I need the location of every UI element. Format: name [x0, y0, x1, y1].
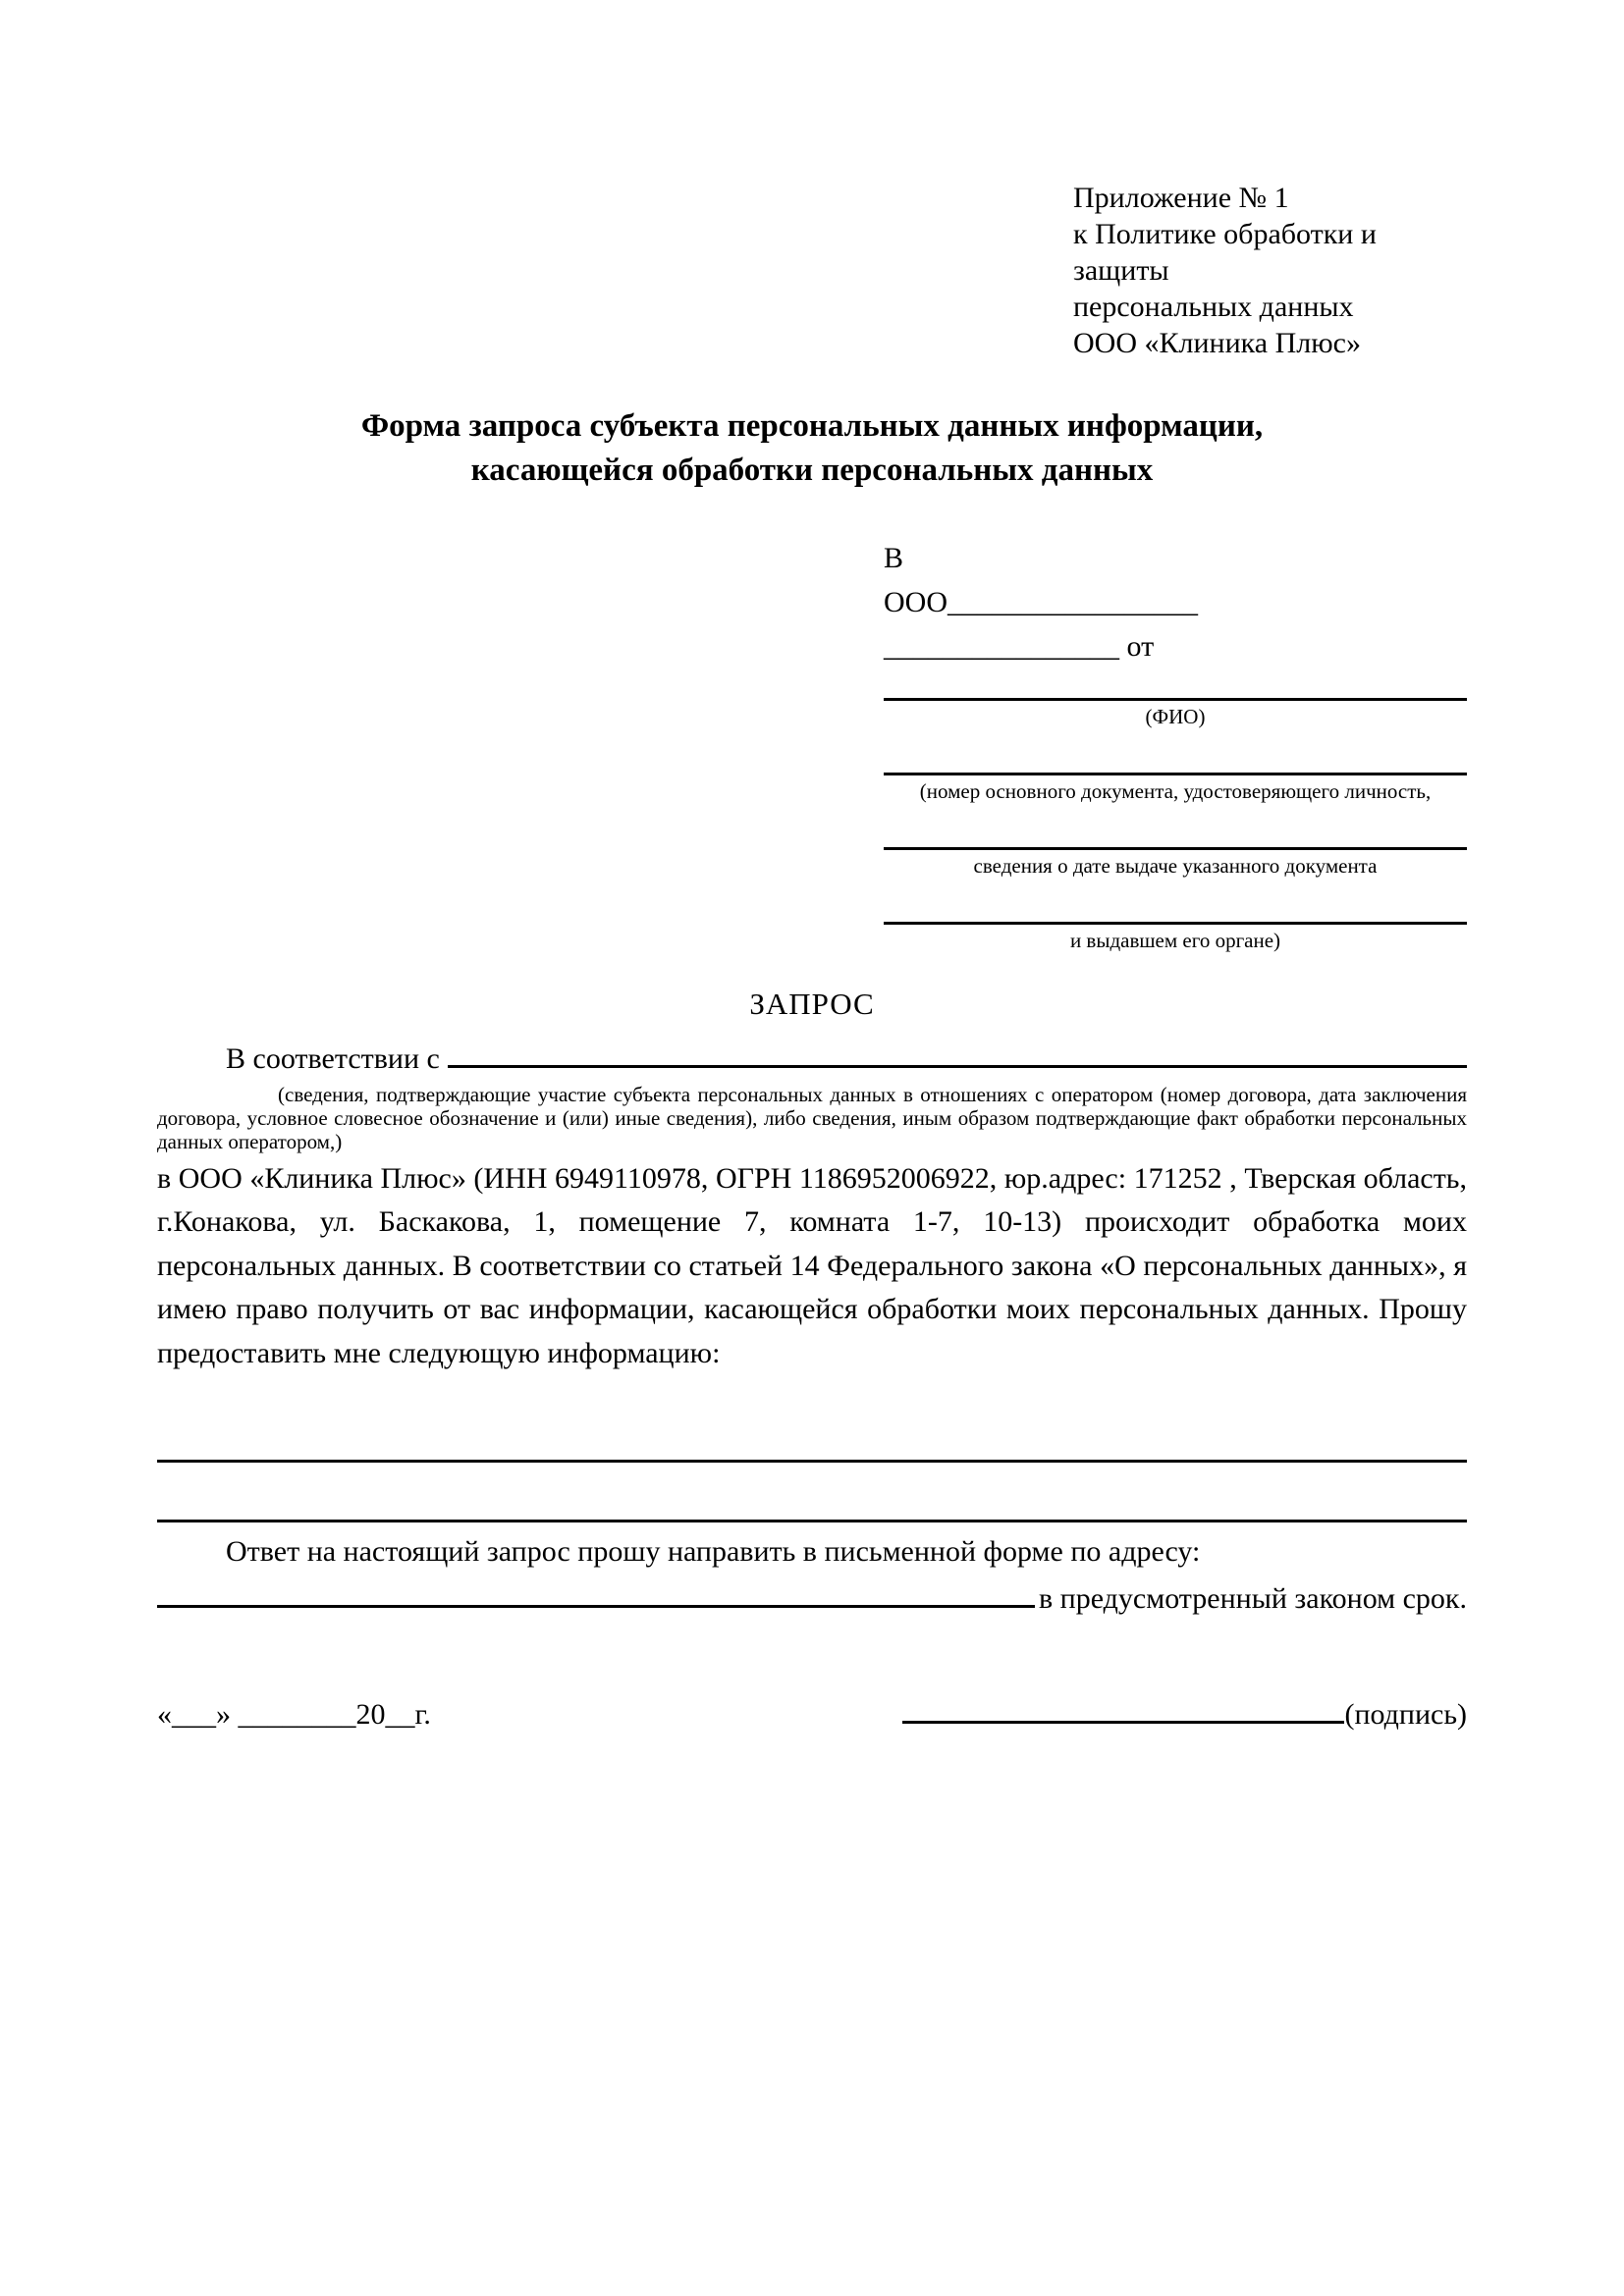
- document-number-caption: (номер основного документа, удостоверяющего личность,: [919, 779, 1432, 803]
- addressee-block: [884, 536, 1467, 953]
- addressee-from-field: ________________ от: [884, 630, 1155, 663]
- answer-suffix-text: в предусмотренный законом срок.: [1039, 1581, 1467, 1615]
- appendix-number: Приложение № 1: [1073, 182, 1289, 214]
- document-title-line1: Форма запроса субъекта персональных данных информации,: [360, 408, 1264, 444]
- document-number-fill-line: [884, 729, 1467, 775]
- accordance-label: В соответствии с: [226, 1041, 440, 1075]
- issue-date-fill-line: [884, 804, 1467, 850]
- date-signature-row: [157, 1691, 1467, 1732]
- fio-fill-line: [884, 668, 1467, 701]
- fio-caption: (ФИО): [1145, 705, 1206, 728]
- signature-caption: (подпись): [1344, 1697, 1467, 1731]
- appendix-header: [1073, 180, 1467, 361]
- appendix-policy-line2: персональных данных: [1073, 291, 1354, 323]
- answer-address-paragraph: Ответ на настоящий запрос прошу направить в письменной форме по адресу:: [226, 1535, 1201, 1568]
- issuing-authority-caption: и выдавшем его органе): [1069, 929, 1281, 952]
- addressee-to-label: В: [884, 542, 904, 574]
- document-title: [157, 404, 1467, 493]
- addressee-company-field: ООО_________________: [884, 586, 1198, 618]
- issuing-authority-fill-line: [884, 879, 1467, 925]
- information-fill-line-2: [157, 1490, 1467, 1522]
- signature-fill-line: [902, 1691, 1344, 1724]
- document-title-line2: касающейся обработки персональных данных: [470, 453, 1154, 488]
- accordance-row: [157, 1034, 1467, 1081]
- date-field: «___» ________20__г.: [157, 1697, 431, 1731]
- address-fill-line: [157, 1574, 1035, 1608]
- company-name: ООО «Клиника Плюс»: [1073, 327, 1361, 359]
- fine-print-note: (сведения, подтверждающие участие субъекта персональных данных в отношениях с оператором (номер договора, дата заключения договора, условное словесное обозначение и (или) иные сведения), либо сведения, иным образом подтверждающие факт обработки персональных данных оператором,): [157, 1082, 1467, 1153]
- appendix-policy-line: к Политике обработки и защиты: [1073, 218, 1377, 287]
- request-body-paragraph: в ООО «Клиника Плюс» (ИНН 6949110978, ОГРН 1186952006922, юр.адрес: 171252 , Тверская область, г.Конакова, ул. Баскакова, 1, помещение 7, комната 1-7, 10-13) происходит обработка моих персональных данных. В соответствии со статьей 14 Федерального закона «О персональных данных», я имею право получить от вас информации, касающейся обработки моих персональных данных. Прошу предоставить мне следующую информацию:: [157, 1161, 1467, 1369]
- accordance-fill-line: [448, 1034, 1467, 1068]
- request-heading: ЗАПРОС: [749, 987, 875, 1021]
- information-fill-line-1: [157, 1430, 1467, 1463]
- signature-block: [902, 1691, 1467, 1732]
- answer-address-line: [157, 1574, 1467, 1621]
- issue-date-caption: сведения о дате выдаче указанного документа: [973, 854, 1378, 878]
